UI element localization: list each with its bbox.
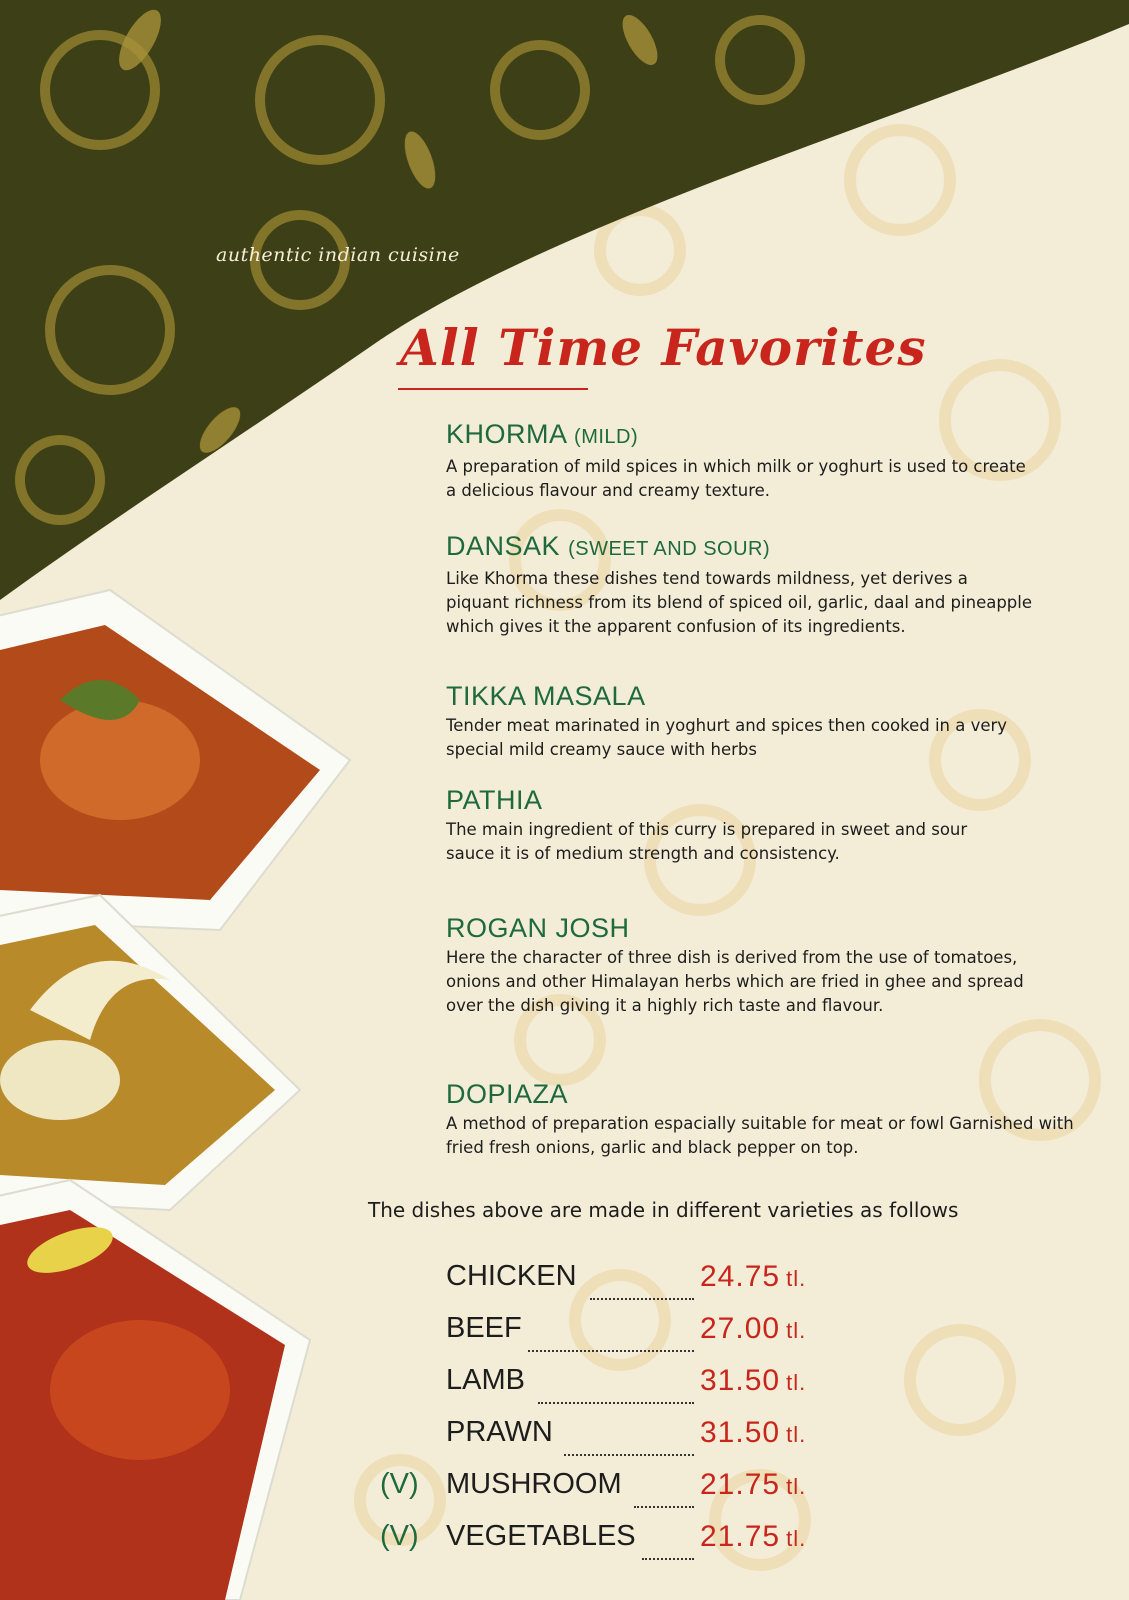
item-price: 31.50 tl. bbox=[700, 1364, 807, 1397]
price-row-prawn bbox=[380, 1412, 840, 1464]
dot-leader bbox=[634, 1504, 694, 1508]
dish-tikka-masala bbox=[446, 680, 1086, 762]
dish-description: A method of preparation espacially suitable for meat or fowl Garnished with fried fresh onions, garlic and black pepper on top. bbox=[446, 1114, 1074, 1157]
price-row-beef bbox=[380, 1308, 840, 1360]
dot-leader bbox=[590, 1296, 694, 1300]
title-underline bbox=[398, 388, 588, 390]
varieties-intro: The dishes above are made in different varieties as follows bbox=[368, 1198, 959, 1222]
price-row-mushroom bbox=[380, 1464, 840, 1516]
price-row-chicken bbox=[380, 1256, 840, 1308]
item-name: LAMB bbox=[446, 1364, 525, 1396]
tagline: authentic indian cuisine bbox=[216, 244, 460, 266]
dish-note: (SWEET AND SOUR) bbox=[568, 538, 771, 560]
dot-leader bbox=[528, 1348, 694, 1352]
dish-khorma bbox=[446, 418, 1086, 503]
dish-name: PATHIA bbox=[446, 785, 543, 815]
price-row-lamb bbox=[380, 1360, 840, 1412]
dish-description: Tender meat marinated in yoghurt and spices then cooked in a very special mild creamy sauce with herbs bbox=[446, 716, 1008, 759]
vegetarian-mark: (V) bbox=[380, 1520, 419, 1552]
dish-description: A preparation of mild spices in which milk or yoghurt is used to create a delicious flavour and creamy texture. bbox=[446, 457, 1026, 500]
dish-description: Here the character of three dish is derived from the use of tomatoes, onions and other Himalayan herbs which are fried in ghee and spread over the dish giving it a highly rich taste and flavour. bbox=[446, 948, 1024, 1015]
item-name: BEEF bbox=[446, 1312, 522, 1344]
dish-description: The main ingredient of this curry is prepared in sweet and sour sauce it is of medium strength and consistency. bbox=[446, 820, 968, 863]
dish-name: TIKKA MASALA bbox=[446, 681, 646, 711]
dish-pathia bbox=[446, 784, 1086, 866]
dish-rogan-josh bbox=[446, 912, 1086, 1018]
item-name: PRAWN bbox=[446, 1416, 553, 1448]
item-price: 31.50 tl. bbox=[700, 1416, 807, 1449]
dish-name: DOPIAZA bbox=[446, 1079, 569, 1109]
dish-name: KHORMA (MILD) bbox=[446, 419, 639, 449]
dish-description: Like Khorma these dishes tend towards mildness, yet derives a piquant richness from its blend of spiced oil, garlic, daal and pineapple which gives it the apparent confusion of its ingredients. bbox=[446, 569, 1033, 636]
item-name: CHICKEN bbox=[446, 1260, 577, 1292]
item-price: 21.75 tl. bbox=[700, 1520, 807, 1553]
vegetarian-mark: (V) bbox=[380, 1468, 419, 1500]
price-row-vegetables bbox=[380, 1516, 840, 1568]
dish-dansak bbox=[446, 530, 1086, 639]
dot-leader bbox=[564, 1452, 694, 1456]
dish-name: ROGAN JOSH bbox=[446, 913, 630, 943]
dot-leader bbox=[642, 1556, 694, 1560]
item-price: 21.75 tl. bbox=[700, 1468, 807, 1501]
price-list bbox=[380, 1256, 840, 1568]
dish-dopiaza bbox=[446, 1078, 1086, 1160]
item-price: 27.00 tl. bbox=[700, 1312, 807, 1345]
dish-name: DANSAK (SWEET AND SOUR) bbox=[446, 531, 771, 561]
item-name: MUSHROOM bbox=[446, 1468, 622, 1500]
dish-note: (MILD) bbox=[574, 426, 639, 448]
item-name: VEGETABLES bbox=[446, 1520, 636, 1552]
item-price: 24.75 tl. bbox=[700, 1260, 807, 1293]
page-title: All Time Favorites bbox=[400, 318, 927, 377]
dot-leader bbox=[538, 1400, 694, 1404]
